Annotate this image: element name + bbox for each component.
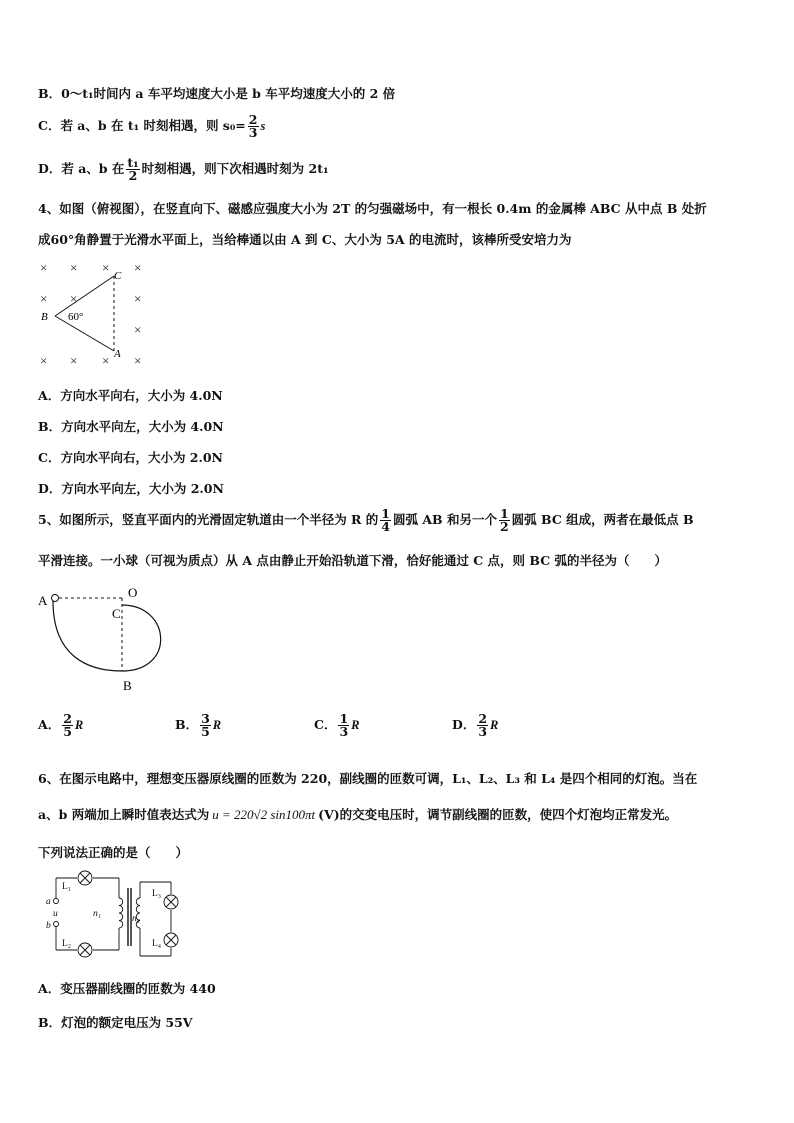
label-l3: L₃ [152, 889, 162, 899]
q3-option-c-tail: s [260, 119, 266, 133]
option-letter: D． [452, 717, 476, 732]
q4-option-c: C．方向水平向右，大小为 2.0N [38, 450, 223, 465]
option-variable: R [212, 718, 222, 732]
fraction-denominator: 5 [63, 724, 72, 739]
fraction-numerator: 2 [63, 711, 72, 726]
option-variable: R [74, 718, 84, 732]
q5-option-b [175, 713, 221, 738]
q4-option-b: B．方向水平向左，大小为 4.0N [38, 419, 224, 434]
label-a: A [114, 348, 121, 360]
q6-stem-text: (V)的交变电压时，调节副线圈的匝数，使四个灯泡均正常发光。 [318, 807, 678, 822]
q4-magnetic-field-figure [30, 258, 160, 368]
field-cross-mark: × [70, 353, 78, 368]
q5-option-c [314, 713, 360, 738]
option-variable: R [351, 718, 360, 732]
label-a: A [38, 593, 48, 608]
q5-stem-text: 圆弧 AB 和另一个 [393, 512, 497, 527]
q5-stem-text: 圆弧 BC 组成，两者在最低点 B [511, 512, 694, 527]
q4-option-a: A．方向水平向右，大小为 4.0N [38, 388, 223, 403]
fraction-denominator: 3 [478, 724, 488, 739]
q5-stem-text: 5、如图所示，竖直平面内的光滑固定轨道由一个半径为 R 的 [38, 512, 379, 527]
label-c: C [114, 270, 122, 282]
option-letter: B． [175, 717, 199, 732]
q5-stem-line1 [38, 508, 694, 533]
fraction-denominator: 2 [128, 168, 138, 183]
voltage-formula: u = 220√2 sin100πt [212, 807, 316, 822]
q4-option-d: D．方向水平向左，大小为 2.0N [38, 481, 224, 496]
label-b: B [41, 311, 48, 323]
label-n2: n₂ [132, 914, 141, 924]
q6-option-b: B．灯泡的额定电压为 55V [38, 1015, 193, 1030]
half-arc-bc [122, 605, 161, 671]
field-marks [40, 260, 141, 368]
fraction-numerator: t₁ [127, 155, 139, 170]
q3-option-d-text: D．若 a、b 在 [38, 161, 125, 176]
field-cross-mark: × [134, 353, 142, 368]
fraction-denominator: 3 [339, 724, 349, 739]
field-cross-mark: × [102, 260, 110, 275]
label-n1: n₁ [93, 909, 102, 919]
fraction-denominator: 4 [381, 519, 390, 534]
label-o: O [128, 585, 138, 600]
q5-option-a [38, 713, 83, 738]
q6-stem-line3: 下列说法正确的是（ ） [38, 845, 189, 860]
fraction-denominator: 2 [499, 519, 509, 534]
q6-stem-line1: 6、在图示电路中，理想变压器原线圈的匝数为 220，副线圈的匝数可调，L₁、L₂、L₃ 和 L₄ 是四个相同的灯泡。当在 [38, 771, 698, 786]
field-cross-mark: × [40, 353, 48, 368]
fraction-numerator: 1 [499, 506, 509, 521]
ball [52, 595, 59, 602]
field-cross-mark: × [102, 353, 110, 368]
terminal-b [54, 922, 59, 927]
label-u: u [53, 909, 58, 919]
option-letter: A． [38, 717, 61, 732]
field-cross-mark: × [70, 291, 78, 306]
field-cross-mark: × [134, 291, 142, 306]
field-cross-mark: × [40, 260, 48, 275]
fraction-denominator: 5 [201, 724, 210, 739]
q3-option-b: B．0～t₁时间内 a 车平均速度大小是 b 车平均速度大小的 2 倍 [38, 86, 396, 101]
label-a: a [46, 897, 51, 907]
terminal-a [54, 899, 59, 904]
label-c: C [112, 606, 121, 621]
fraction-numerator: 2 [248, 112, 258, 127]
angle-label: 60° [68, 311, 84, 323]
field-cross-mark: × [70, 260, 78, 275]
q6-transformer-circuit [44, 868, 189, 963]
fraction-denominator: 3 [248, 125, 258, 140]
q4-stem-line2: 成60°角静置于光滑水平面上，当给棒通以由 A 到 C、大小为 5A 的电流时，该棒所受安培力为 [38, 232, 572, 247]
rod-segment-bc [55, 276, 114, 316]
q6-option-a: A．变压器副线圈的匝数为 440 [38, 981, 216, 996]
field-cross-mark: × [40, 291, 48, 306]
q3-option-d [38, 157, 328, 182]
option-letter: C． [314, 717, 337, 732]
label-b: B [123, 678, 132, 693]
field-cross-mark: × [134, 260, 142, 275]
q4-stem-line1: 4、如图（俯视图），在竖直向下、磁感应强度大小为 2T 的匀强磁场中，有一根长 0.4m 的金属棒 ABC 从中点 B 处折 [38, 201, 707, 216]
q5-stem-line2: 平滑连接。一小球（可视为质点）从 A 点由静止开始沿轨道下滑，恰好能通过 C 点，则 BC 弧的半径为（ ） [38, 553, 668, 568]
fraction-numerator: 1 [339, 711, 349, 726]
q5-option-d [452, 713, 498, 738]
option-variable: R [490, 718, 499, 732]
fraction-numerator: 1 [381, 506, 390, 521]
q6-stem-line2 [38, 805, 677, 823]
q3-option-c [38, 114, 265, 139]
rod-segment-ba [55, 316, 114, 351]
q6-stem-text: a、b 两端加上瞬时值表达式为 [38, 807, 210, 822]
fraction-numerator: 3 [201, 711, 210, 726]
q3-option-d-tail: 时刻相遇，则下次相遇时刻为 2t₁ [141, 161, 329, 176]
label-l1: L₁ [62, 882, 72, 892]
field-cross-mark: × [134, 322, 142, 337]
fraction-numerator: 2 [478, 711, 488, 726]
q5-track-figure [36, 585, 171, 695]
primary-coil [119, 898, 123, 928]
q3-option-c-text: C．若 a、b 在 t₁ 时刻相遇，则 s₀= [38, 118, 246, 133]
label-l4: L₄ [152, 939, 162, 949]
label-b: b [46, 921, 51, 931]
label-l2: L₂ [62, 939, 72, 949]
